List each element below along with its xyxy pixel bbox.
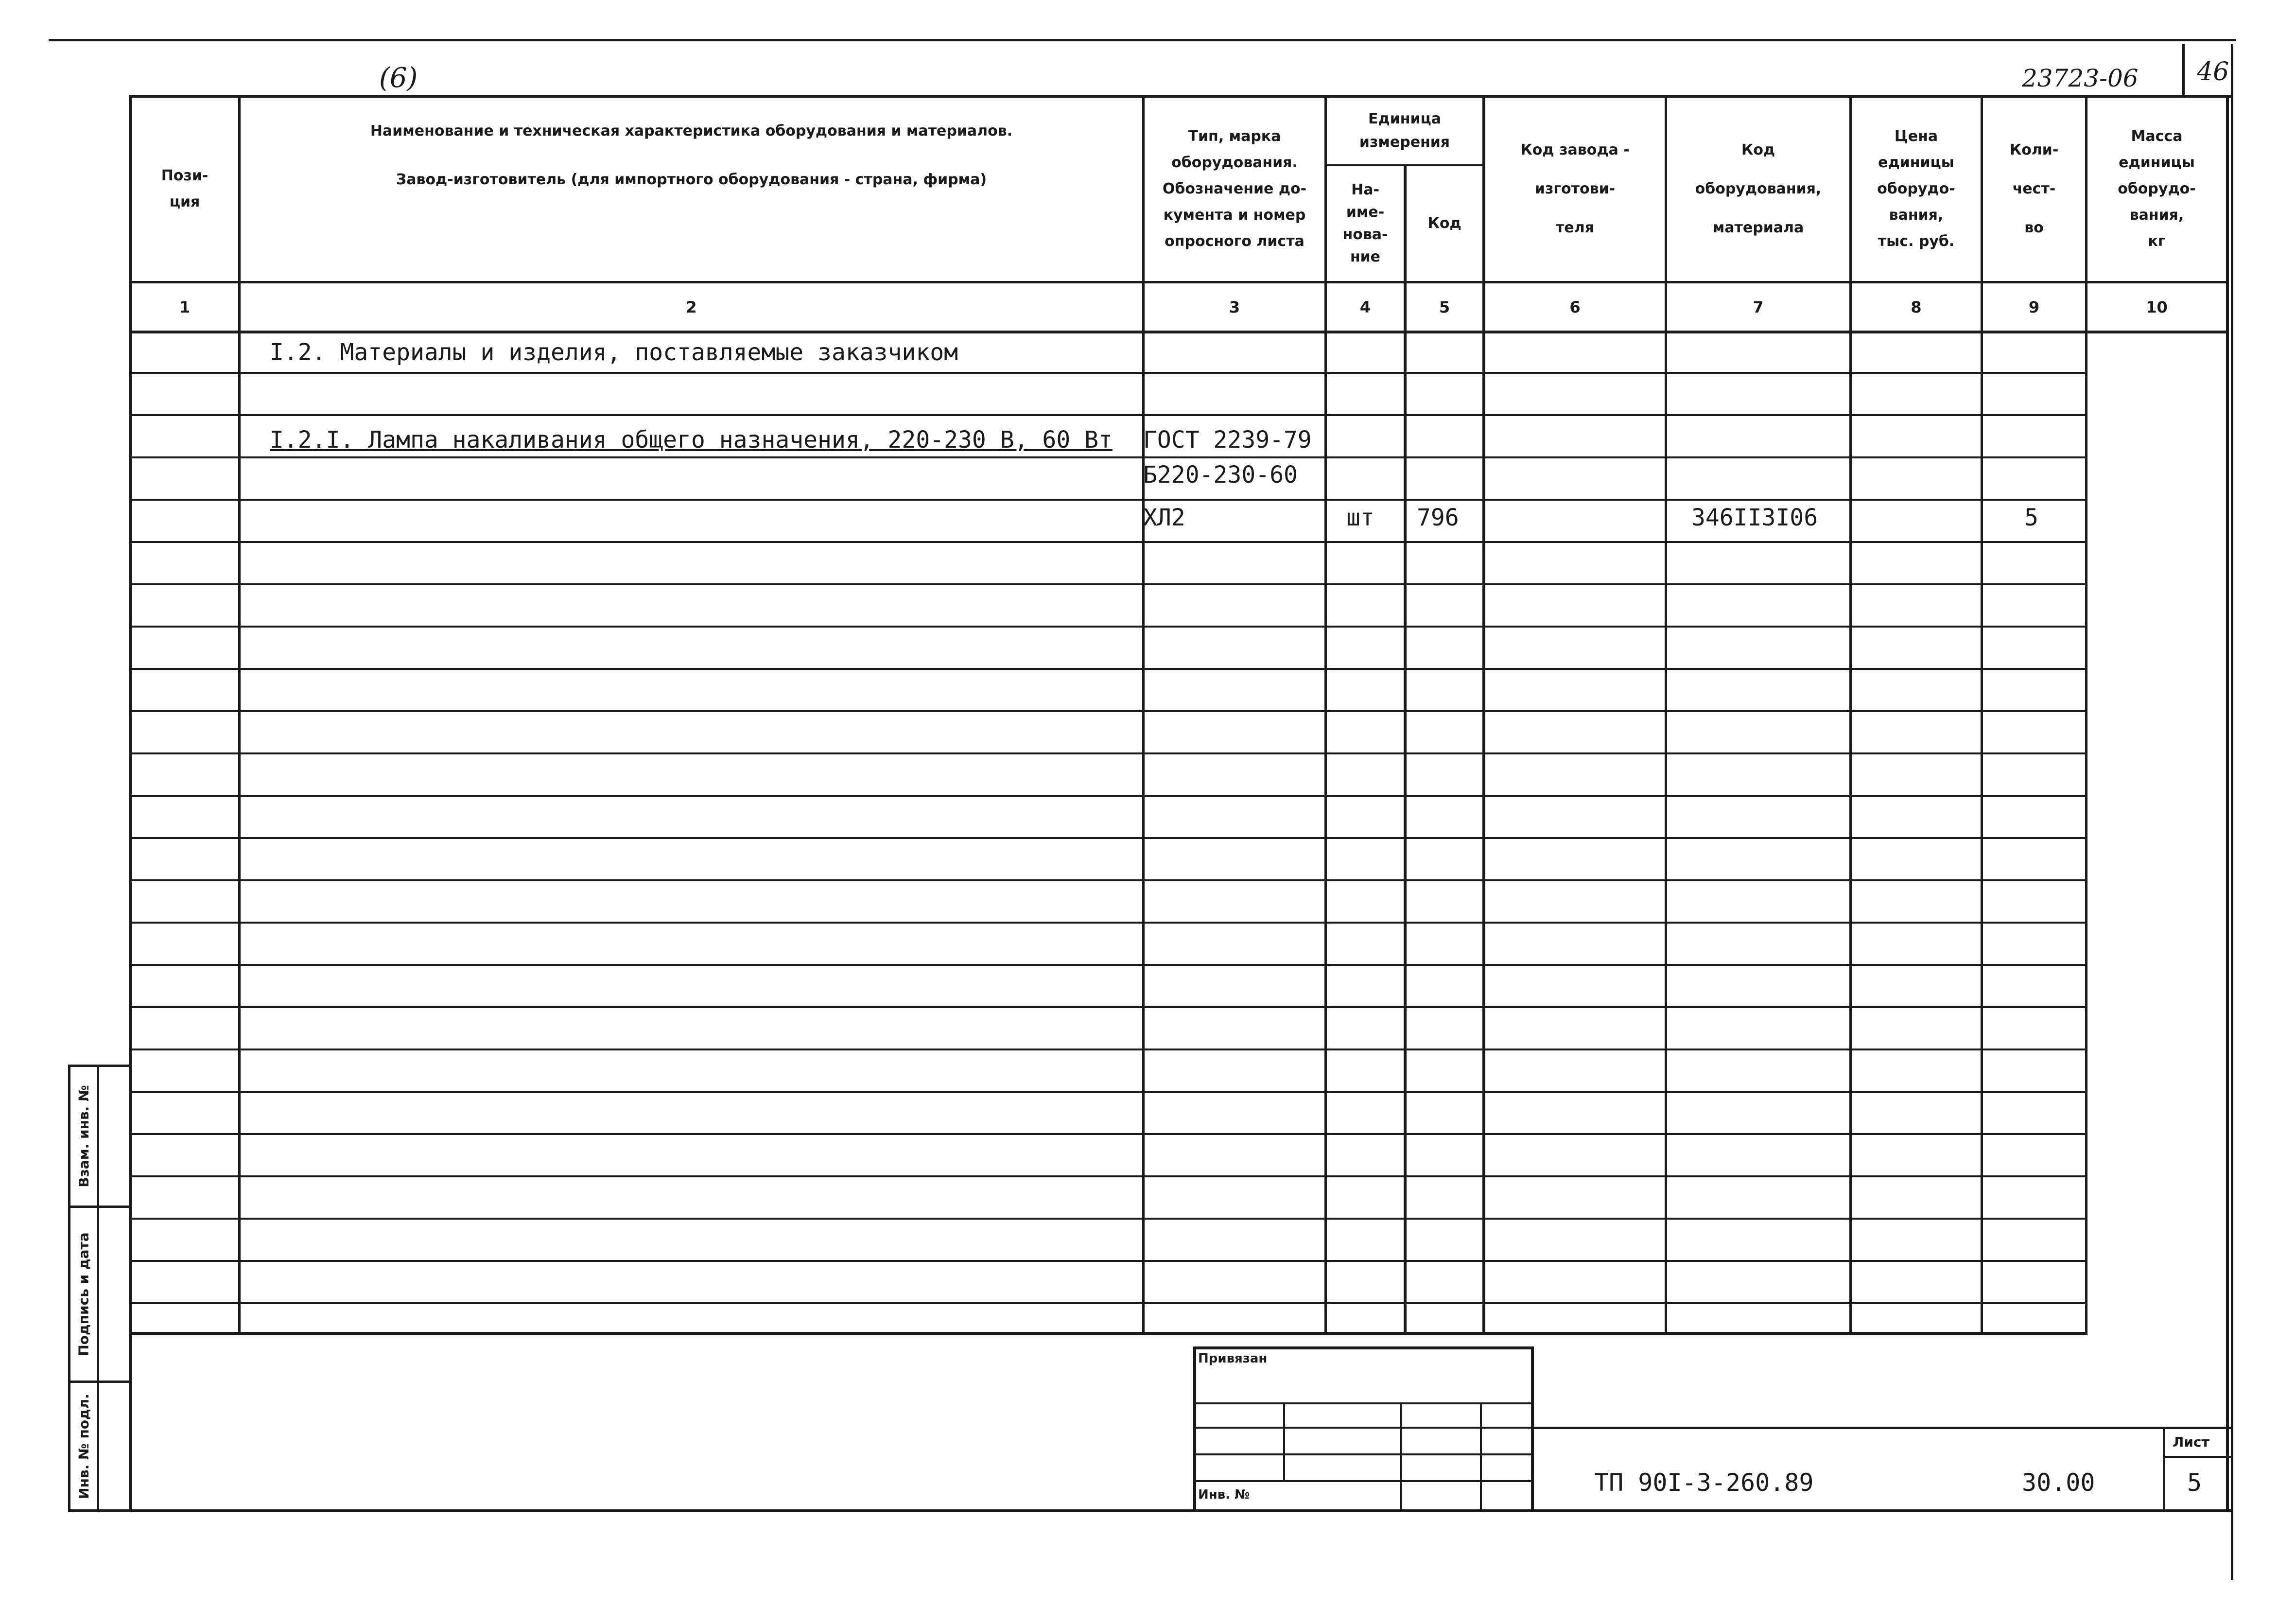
row-divider	[129, 499, 2087, 501]
type-line-1: ГОСТ 2239-79	[1143, 426, 1312, 454]
col-header-mass: Масса единицы оборудо- вания, кг	[2118, 128, 2196, 250]
side-label-inv-podl: Инв. № подл.	[76, 1393, 92, 1499]
row-divider	[129, 1091, 2087, 1093]
col-number: 2	[686, 297, 697, 316]
col-number: 3	[1229, 297, 1240, 316]
unit-code: 796	[1417, 504, 1459, 531]
row-divider	[129, 1175, 2087, 1177]
col-number: 5	[1439, 297, 1450, 316]
quantity: 5	[2024, 504, 2038, 531]
col-header-name: Наименование и техническая характеристика оборудования и материалов. Завод-изготовитель (для импортного оборудования - страна, фирма)	[370, 122, 1013, 188]
list-number: 5	[2187, 1468, 2202, 1497]
row-divider	[129, 583, 2087, 585]
row-divider	[129, 1133, 2087, 1135]
col-header-type: Тип, марка оборудования. Обозначение до- кумента и номер опросного листа	[1162, 128, 1307, 250]
col-number: 8	[1911, 297, 1922, 316]
stamp-inv-no: Инв. №	[1198, 1487, 1250, 1502]
row-divider	[129, 837, 2087, 839]
row-divider	[129, 626, 2087, 628]
col-header-unit-name: На- име- нова- ние	[1342, 181, 1388, 265]
col-number: 7	[1753, 297, 1764, 316]
col-number: 1	[179, 297, 191, 316]
sheet-code: 30.00	[2022, 1468, 2095, 1497]
row-divider	[129, 1302, 2087, 1304]
col-number: 4	[1359, 297, 1371, 316]
stamp-privyazan: Привязан	[1198, 1351, 1268, 1366]
row-divider	[129, 795, 2087, 797]
row-divider	[129, 710, 2087, 712]
row-divider	[129, 752, 2087, 754]
row-divider	[129, 922, 2087, 924]
row-divider	[129, 1006, 2087, 1008]
col-header-material-code: Код оборудования, материала	[1695, 141, 1822, 236]
list-label: Лист	[2173, 1434, 2209, 1450]
row-divider	[129, 668, 2087, 670]
unit-name: шт	[1346, 504, 1374, 531]
row-divider	[129, 879, 2087, 881]
col-number: 9	[2028, 297, 2040, 316]
row-divider	[129, 372, 2087, 374]
material-code: 346II3I06	[1691, 504, 1818, 531]
doc-code: ТП 90I-3-260.89	[1594, 1468, 1814, 1497]
row-divider	[129, 1049, 2087, 1050]
col-number: 6	[1569, 297, 1581, 316]
page-corner-number: 46	[2197, 57, 2229, 87]
top-right-note: 23723-06	[2022, 64, 2139, 92]
col-header-quantity: Коли- чест- во	[2009, 141, 2059, 236]
unit-group-header: Единица измерения	[1359, 110, 1450, 151]
type-line-3: ХЛ2	[1143, 504, 1185, 531]
item-name: I.2.I. Лампа накаливания общего назначения, 220-230 В, 60 Вт	[270, 426, 1113, 454]
row-divider	[129, 964, 2087, 966]
side-label-vzam: Взам. инв. №	[76, 1085, 92, 1188]
side-label-podpis: Подпись и дата	[76, 1232, 92, 1356]
row-divider	[129, 456, 2087, 458]
col-header-unit-code: Код	[1427, 215, 1461, 232]
type-line-2: Б220-230-60	[1143, 461, 1298, 489]
row-divider	[129, 1260, 2087, 1262]
row-divider	[129, 1218, 2087, 1220]
col-number: 10	[2146, 297, 2168, 316]
section-title: I.2. Материалы и изделия, поставляемые заказчиком	[270, 339, 958, 366]
row-divider	[129, 541, 2087, 543]
top-left-note: (6)	[379, 62, 418, 94]
col-header-factory-code: Код завода - изготови- теля	[1520, 141, 1630, 236]
row-divider	[129, 414, 2087, 416]
col-header-position: Пози- ция	[161, 167, 209, 210]
col-header-price: Цена единицы оборудо- вания, тыс. руб.	[1877, 128, 1955, 250]
